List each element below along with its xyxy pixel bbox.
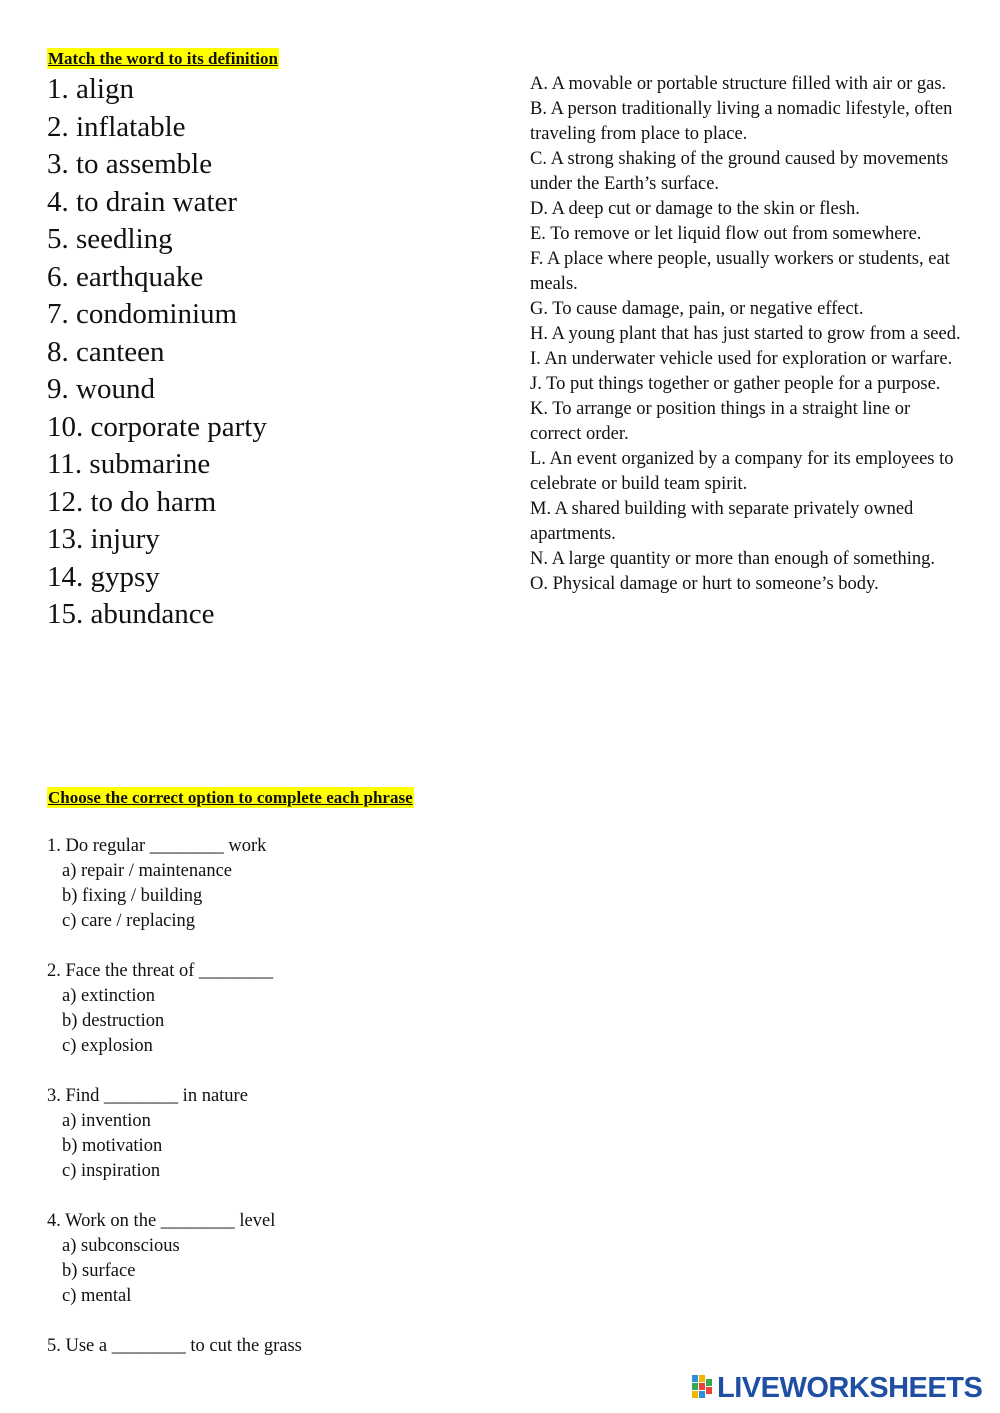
question-item: [47, 1084, 302, 1184]
word-item: 14. gypsy: [47, 560, 160, 593]
liveworksheets-logo-icon: [692, 1375, 714, 1401]
question-text: 1. Do regular ________ work: [47, 836, 267, 856]
word-item: 1. align: [47, 73, 134, 105]
answer-option[interactable]: a) extinction: [62, 986, 155, 1006]
question-list: [47, 834, 302, 1384]
answer-option[interactable]: b) motivation: [62, 1136, 163, 1156]
word-item: 10. corporate party: [47, 410, 267, 443]
definition-item: J. To put things together or gather people for a purpose.: [530, 374, 941, 394]
definition-item: I. An underwater vehicle used for exploration or warfare.: [530, 349, 953, 369]
word-list: [47, 71, 267, 634]
question-text: 4. Work on the ________ level: [47, 1211, 276, 1231]
word-item: 13. injury: [47, 523, 160, 555]
answer-option[interactable]: c) mental: [62, 1286, 132, 1306]
definition-item: L. An event organized by a company for its employees to celebrate or build team spirit.: [530, 449, 954, 494]
word-item: 5. seedling: [47, 223, 173, 255]
match-heading: Match the word to its definition: [48, 49, 278, 68]
question-item: [47, 959, 302, 1059]
word-item: 12. to do harm: [47, 485, 217, 518]
question-text: 3. Find ________ in nature: [47, 1086, 248, 1106]
definition-item: D. A deep cut or damage to the skin or flesh.: [530, 199, 860, 219]
answer-option[interactable]: c) inspiration: [62, 1161, 161, 1181]
word-item: 3. to assemble: [47, 148, 213, 180]
word-item: 11. submarine: [47, 448, 211, 480]
question-item: [47, 1209, 302, 1309]
word-item: 7. condominium: [47, 298, 238, 330]
answer-option[interactable]: a) invention: [62, 1111, 151, 1131]
word-item: 4. to drain water: [47, 185, 238, 218]
definition-item: F. A place where people, usually workers or students, eat meals.: [530, 249, 950, 294]
definition-item: C. A strong shaking of the ground caused by movements under the Earth’s surface.: [530, 149, 949, 194]
logo-text: LIVEWORKSHEETS: [717, 1372, 983, 1404]
word-item: 15. abundance: [47, 598, 215, 630]
answer-option[interactable]: a) subconscious: [62, 1236, 180, 1256]
word-item: 9. wound: [47, 373, 155, 405]
question-text: 2. Face the threat of ________: [47, 961, 274, 981]
definition-item: G. To cause damage, pain, or negative effect.: [530, 299, 864, 319]
answer-option[interactable]: b) destruction: [62, 1011, 165, 1031]
word-item: 6. earthquake: [47, 260, 204, 293]
answer-option[interactable]: c) explosion: [62, 1036, 153, 1056]
answer-option[interactable]: b) fixing / building: [62, 886, 203, 906]
answer-option[interactable]: c) care / replacing: [62, 911, 196, 931]
definition-item: H. A young plant that has just started to grow from a seed.: [530, 324, 961, 344]
definition-item: N. A large quantity or more than enough of something.: [530, 549, 936, 569]
word-item: 8. canteen: [47, 335, 165, 368]
question-item: [47, 834, 302, 934]
question-item: [47, 1334, 302, 1359]
definition-list: [530, 72, 962, 597]
choose-heading: Choose the correct option to complete each phrase: [48, 788, 413, 807]
question-text: 5. Use a ________ to cut the grass: [47, 1336, 302, 1356]
answer-option[interactable]: b) surface: [62, 1261, 136, 1281]
definition-item: O. Physical damage or hurt to someone’s body.: [530, 574, 879, 594]
liveworksheets-logo[interactable]: [692, 1372, 982, 1404]
word-item: 2. inflatable: [47, 110, 186, 143]
definition-item: E. To remove or let liquid flow out from somewhere.: [530, 224, 922, 244]
definition-item: K. To arrange or position things in a straight line or correct order.: [530, 399, 911, 444]
definition-item: M. A shared building with separate privately owned apartments.: [530, 499, 914, 544]
definition-item: B. A person traditionally living a nomadic lifestyle, often traveling from place to place.: [530, 99, 953, 144]
answer-option[interactable]: a) repair / maintenance: [62, 861, 232, 881]
definition-item: A. A movable or portable structure filled with air or gas.: [530, 74, 947, 94]
